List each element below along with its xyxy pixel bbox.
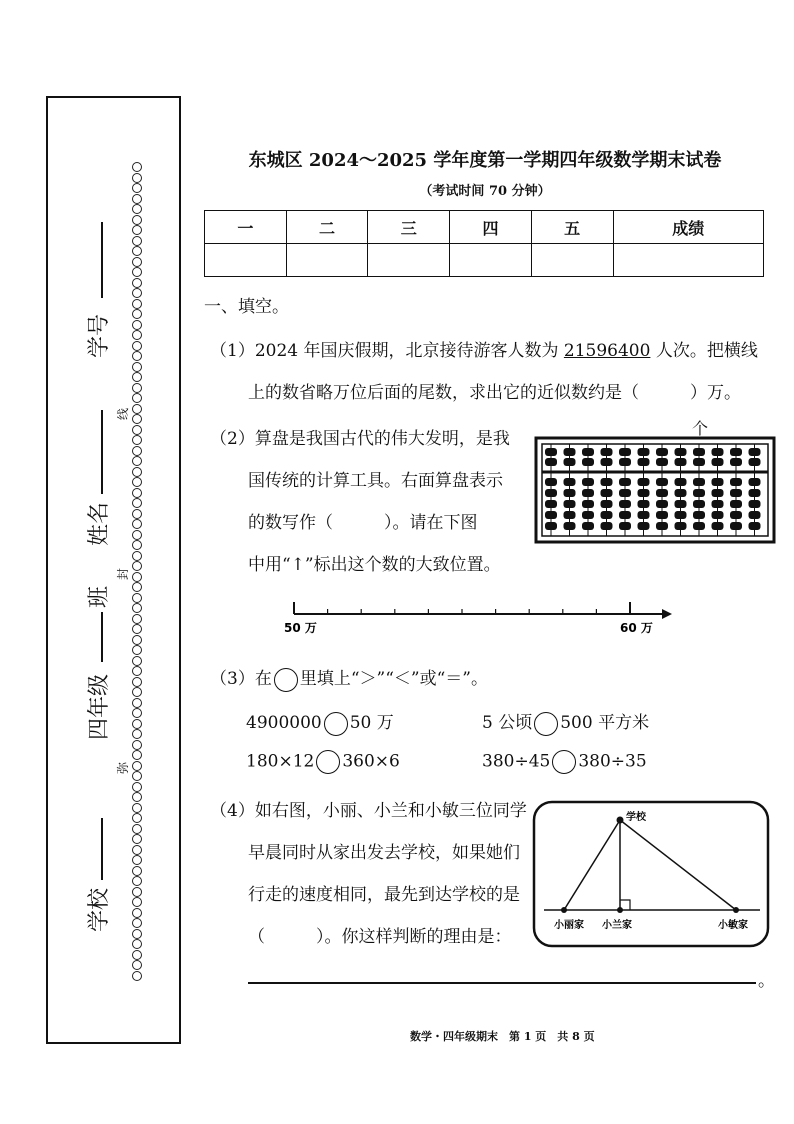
abacus-bead	[656, 458, 668, 466]
cmp1-left: 4900000	[246, 713, 322, 733]
perforation-circle	[132, 792, 142, 802]
abacus-bead	[712, 500, 724, 508]
abacus-bead	[749, 500, 761, 508]
score-cell-total[interactable]	[613, 244, 763, 277]
perforation-circle	[132, 866, 142, 876]
perforation-circle	[132, 330, 142, 340]
route-diagram	[532, 800, 770, 948]
perforation-circle	[132, 677, 142, 687]
perforation-circle	[132, 666, 142, 676]
abacus-bead	[545, 478, 557, 486]
abacus-bead	[675, 522, 687, 530]
abacus-bead	[749, 489, 761, 497]
abacus-bead	[564, 500, 576, 508]
q1-number: 21596400	[563, 341, 651, 361]
number-field[interactable]	[101, 222, 103, 298]
perforation-circle	[132, 519, 142, 529]
perforation-circle	[132, 698, 142, 708]
abacus-bead	[712, 478, 724, 486]
perforation-circle	[132, 593, 142, 603]
compare-1	[246, 708, 394, 736]
cmp1-answer-circle[interactable]	[324, 712, 348, 736]
name-label: 姓名	[87, 501, 112, 546]
abacus-bead	[712, 448, 724, 456]
perforation-circle	[132, 372, 142, 382]
q4-line2: 早晨同时从家出发去学校，如果她们	[248, 843, 520, 863]
perforation-circle	[132, 834, 142, 844]
perforation-circle	[132, 813, 142, 823]
q3-line	[210, 664, 488, 692]
abacus-bead	[545, 522, 557, 530]
abacus-bead	[712, 458, 724, 466]
abacus-bead	[749, 448, 761, 456]
abacus-bead	[545, 511, 557, 519]
cmp4-right: 380÷35	[578, 751, 647, 772]
perforation-circle	[132, 309, 142, 319]
diagram-li-label: 小丽家	[554, 920, 584, 931]
score-cell-1[interactable]	[205, 244, 287, 277]
abacus-bead	[619, 458, 631, 466]
perforation-circle	[132, 236, 142, 246]
score-entry-row	[205, 244, 764, 277]
cmp1-right: 50 万	[349, 713, 394, 733]
perforation-circle	[132, 719, 142, 729]
q4-end-mark: 。	[758, 971, 775, 991]
perforation-circle	[132, 509, 142, 519]
abacus-bead	[656, 522, 668, 530]
abacus-bead	[564, 458, 576, 466]
abacus-bead	[693, 448, 705, 456]
perforation-circle	[132, 824, 142, 834]
perforation-circle	[132, 435, 142, 445]
perforation-circle	[132, 204, 142, 214]
reason-answer-line[interactable]	[248, 982, 756, 984]
perforation-circle	[132, 782, 142, 792]
perforation-circle	[132, 456, 142, 466]
abacus-bead	[564, 489, 576, 497]
page-title: 东城区 2024～2025 学年度第一学期四年级数学期末试卷	[248, 150, 722, 171]
perforation-circle	[132, 887, 142, 897]
score-header-5: 五	[531, 211, 613, 244]
perforation-circle	[132, 425, 142, 435]
abacus-bead	[545, 489, 557, 497]
perforation-circle	[132, 635, 142, 645]
abacus-bead	[545, 500, 557, 508]
perforation-circle	[132, 929, 142, 939]
score-header-3: 三	[368, 211, 450, 244]
perforation-circle	[132, 267, 142, 277]
cmp2-right: 500 平方米	[560, 713, 650, 733]
cmp4-left: 380÷45	[482, 751, 551, 772]
abacus-bead	[712, 489, 724, 497]
abacus-bead	[582, 478, 594, 486]
school-field[interactable]	[101, 818, 103, 880]
perforation-circle	[132, 708, 142, 718]
perforation-circle	[132, 446, 142, 456]
abacus-bead	[656, 511, 668, 519]
abacus-bead	[693, 500, 705, 508]
perforation-circle	[132, 278, 142, 288]
abacus-bead	[675, 500, 687, 508]
abacus-bead	[730, 511, 742, 519]
abacus-bead	[582, 500, 594, 508]
score-header-total: 成绩	[613, 211, 763, 244]
diagram-school-label: 学校	[626, 812, 646, 823]
score-header-4: 四	[450, 211, 532, 244]
abacus-bead	[656, 500, 668, 508]
abacus-bead	[749, 478, 761, 486]
perforation-circle	[132, 845, 142, 855]
abacus-bead	[601, 489, 613, 497]
perforation-circle	[132, 351, 142, 361]
perforation-circle	[132, 656, 142, 666]
cmp2-left: 5 公顷	[482, 713, 533, 733]
q1-text-a: （1）2024 年国庆假期，北京接待游客人数为	[210, 341, 564, 361]
abacus-bead	[656, 448, 668, 456]
q1-text-b: 人次。把横线	[650, 341, 758, 361]
abacus-bead	[582, 511, 594, 519]
abacus-bead	[564, 511, 576, 519]
score-table	[204, 210, 764, 277]
abacus-bead	[619, 489, 631, 497]
abacus-bead	[749, 458, 761, 466]
perforation-circle	[132, 771, 142, 781]
grade-label: 四年级	[87, 673, 112, 740]
perforation-circle	[132, 540, 142, 550]
abacus-bead	[601, 478, 613, 486]
abacus-bead	[545, 448, 557, 456]
abacus-bead	[601, 500, 613, 508]
perforation-circle	[132, 582, 142, 592]
score-cell-2[interactable]	[286, 244, 368, 277]
perforation-circle	[132, 404, 142, 414]
perforation-circle	[132, 897, 142, 907]
perforation-circle	[132, 960, 142, 970]
perforation-circle	[132, 414, 142, 424]
perforation-circle	[132, 918, 142, 928]
abacus-bead	[582, 458, 594, 466]
perforation-circle	[132, 341, 142, 351]
q2-line1: （2）算盘是我国古代的伟大发明，是我	[210, 429, 510, 449]
abacus-bead	[601, 522, 613, 530]
abacus-bead	[693, 511, 705, 519]
numline-left-label: 50 万	[284, 621, 317, 635]
abacus-bead	[638, 458, 650, 466]
perforation-circle	[132, 645, 142, 655]
cmp3-answer-circle[interactable]	[316, 750, 340, 774]
abacus-bead	[730, 478, 742, 486]
abacus-bead	[730, 458, 742, 466]
cmp2-answer-circle[interactable]	[534, 712, 558, 736]
q1-line1	[210, 336, 758, 361]
perforation-circle	[132, 740, 142, 750]
q4-line4: （ ）。你这样判断的理由是：	[248, 927, 512, 947]
abacus-marker: 个	[692, 419, 709, 438]
perforation-circle	[132, 950, 142, 960]
perforation-circle	[132, 939, 142, 949]
number-label: 学号	[87, 313, 112, 358]
cmp3-left: 180×12	[246, 751, 315, 772]
cmp3-right: 360×6	[342, 751, 400, 772]
q4-line1: （4）如右图，小丽、小兰和小敏三位同学	[210, 801, 527, 821]
abacus-bead	[582, 489, 594, 497]
cmp4-answer-circle[interactable]	[552, 750, 576, 774]
abacus-bead	[638, 448, 650, 456]
perforation-circle	[132, 750, 142, 760]
exam-duration: （考试时间 70 分钟）	[419, 184, 551, 199]
perforation-circle	[132, 393, 142, 403]
perforation-circle	[132, 572, 142, 582]
abacus-bead	[730, 522, 742, 530]
abacus-bead	[693, 522, 705, 530]
q2-line2: 国传统的计算工具。右面算盘表示	[248, 471, 503, 491]
school-label: 学校	[87, 887, 112, 932]
perforation-circle	[132, 477, 142, 487]
class-label: 班	[87, 585, 112, 608]
perforation-circle	[132, 908, 142, 918]
perforation-circle	[132, 971, 142, 981]
abacus-bead	[619, 500, 631, 508]
diagram-min-label: 小敏家	[718, 920, 748, 931]
perforation-circle	[132, 561, 142, 571]
section-heading: 一、填空。	[204, 297, 289, 317]
perforation-circle	[132, 624, 142, 634]
score-header-row	[205, 211, 764, 244]
name-field[interactable]	[101, 410, 103, 494]
abacus-bead	[693, 489, 705, 497]
perforation-circle	[132, 488, 142, 498]
abacus-bead	[582, 448, 594, 456]
perforation-circle	[132, 225, 142, 235]
abacus-bead	[749, 511, 761, 519]
abacus-bead	[675, 511, 687, 519]
perforation-circle	[132, 162, 142, 172]
abacus-bead	[545, 458, 557, 466]
perforation-circle	[132, 498, 142, 508]
score-cell-3[interactable]	[368, 244, 450, 277]
abacus-bead	[601, 511, 613, 519]
abacus-bead	[638, 478, 650, 486]
abacus-bead	[619, 522, 631, 530]
abacus-bead	[693, 458, 705, 466]
abacus-bead	[712, 522, 724, 530]
perforation-circle	[132, 362, 142, 372]
perforation-circle	[132, 761, 142, 771]
perforation-circle	[132, 729, 142, 739]
abacus-bead	[564, 478, 576, 486]
perforation-circle	[132, 467, 142, 477]
perforation-circle	[132, 246, 142, 256]
abacus-bead	[601, 448, 613, 456]
abacus-bead	[749, 522, 761, 530]
perforation-circle	[132, 603, 142, 613]
score-cell-4[interactable]	[450, 244, 532, 277]
compare-4	[482, 750, 647, 774]
q2-line4: 中用“↑”标出这个数的大致位置。	[248, 555, 501, 575]
q3-text-a: （3）在	[210, 669, 272, 689]
perforation-circle	[132, 803, 142, 813]
q2-line3: 的数写作（ ）。请在下图	[248, 513, 478, 533]
abacus-bead	[656, 478, 668, 486]
abacus-bead	[730, 500, 742, 508]
class-field[interactable]	[101, 612, 103, 662]
number-line[interactable]	[276, 596, 676, 638]
numline-right-label: 60 万	[620, 621, 653, 635]
abacus-bead	[730, 448, 742, 456]
abacus-bead	[730, 489, 742, 497]
perforation-circle	[132, 183, 142, 193]
abacus-bead	[638, 489, 650, 497]
perforation-circle	[132, 687, 142, 697]
perforation-circle	[132, 194, 142, 204]
abacus-bead	[582, 522, 594, 530]
perforation-circle	[132, 299, 142, 309]
score-header-2: 二	[286, 211, 368, 244]
abacus-bead	[601, 458, 613, 466]
score-header-1: 一	[205, 211, 287, 244]
score-cell-5[interactable]	[531, 244, 613, 277]
perforation-circles	[132, 162, 146, 988]
seal-xian: 线	[116, 407, 130, 420]
abacus-bead	[675, 478, 687, 486]
perforation-circle	[132, 383, 142, 393]
q4-line3: 行走的速度相同，最先到达学校的是	[248, 885, 520, 905]
abacus-bead	[564, 522, 576, 530]
perforation-circle	[132, 614, 142, 624]
abacus-bead	[564, 448, 576, 456]
perforation-circle	[132, 288, 142, 298]
abacus-bead	[638, 511, 650, 519]
seal-feng: 封	[116, 567, 130, 580]
abacus-bead	[619, 448, 631, 456]
abacus-bead	[619, 478, 631, 486]
perforation-circle	[132, 551, 142, 561]
abacus-bead	[712, 511, 724, 519]
q1-line2: 上的数省略万位后面的尾数，求出它的近似数约是（ ）万。	[248, 383, 741, 403]
abacus-image	[534, 436, 776, 544]
perforation-circle	[132, 257, 142, 267]
seal-mi: 弥	[116, 761, 130, 774]
abacus-bead	[619, 511, 631, 519]
perforation-circle	[132, 855, 142, 865]
diagram-lan-label: 小兰家	[602, 920, 632, 931]
page-footer: 数学・四年级期末 第 1 页 共 8 页	[410, 1030, 595, 1043]
circle-icon	[274, 668, 298, 692]
abacus-bead	[675, 448, 687, 456]
abacus-bead	[656, 489, 668, 497]
abacus-bead	[638, 500, 650, 508]
compare-3	[246, 750, 400, 774]
abacus-bead	[638, 522, 650, 530]
perforation-circle	[132, 320, 142, 330]
q3-text-b: 里填上“＞”“＜”或“＝”。	[299, 669, 488, 689]
perforation-circle	[132, 530, 142, 540]
perforation-circle	[132, 876, 142, 886]
compare-2	[482, 708, 649, 736]
abacus-bead	[693, 478, 705, 486]
abacus-bead	[675, 458, 687, 466]
abacus-bead	[675, 489, 687, 497]
perforation-circle	[132, 173, 142, 183]
perforation-circle	[132, 215, 142, 225]
